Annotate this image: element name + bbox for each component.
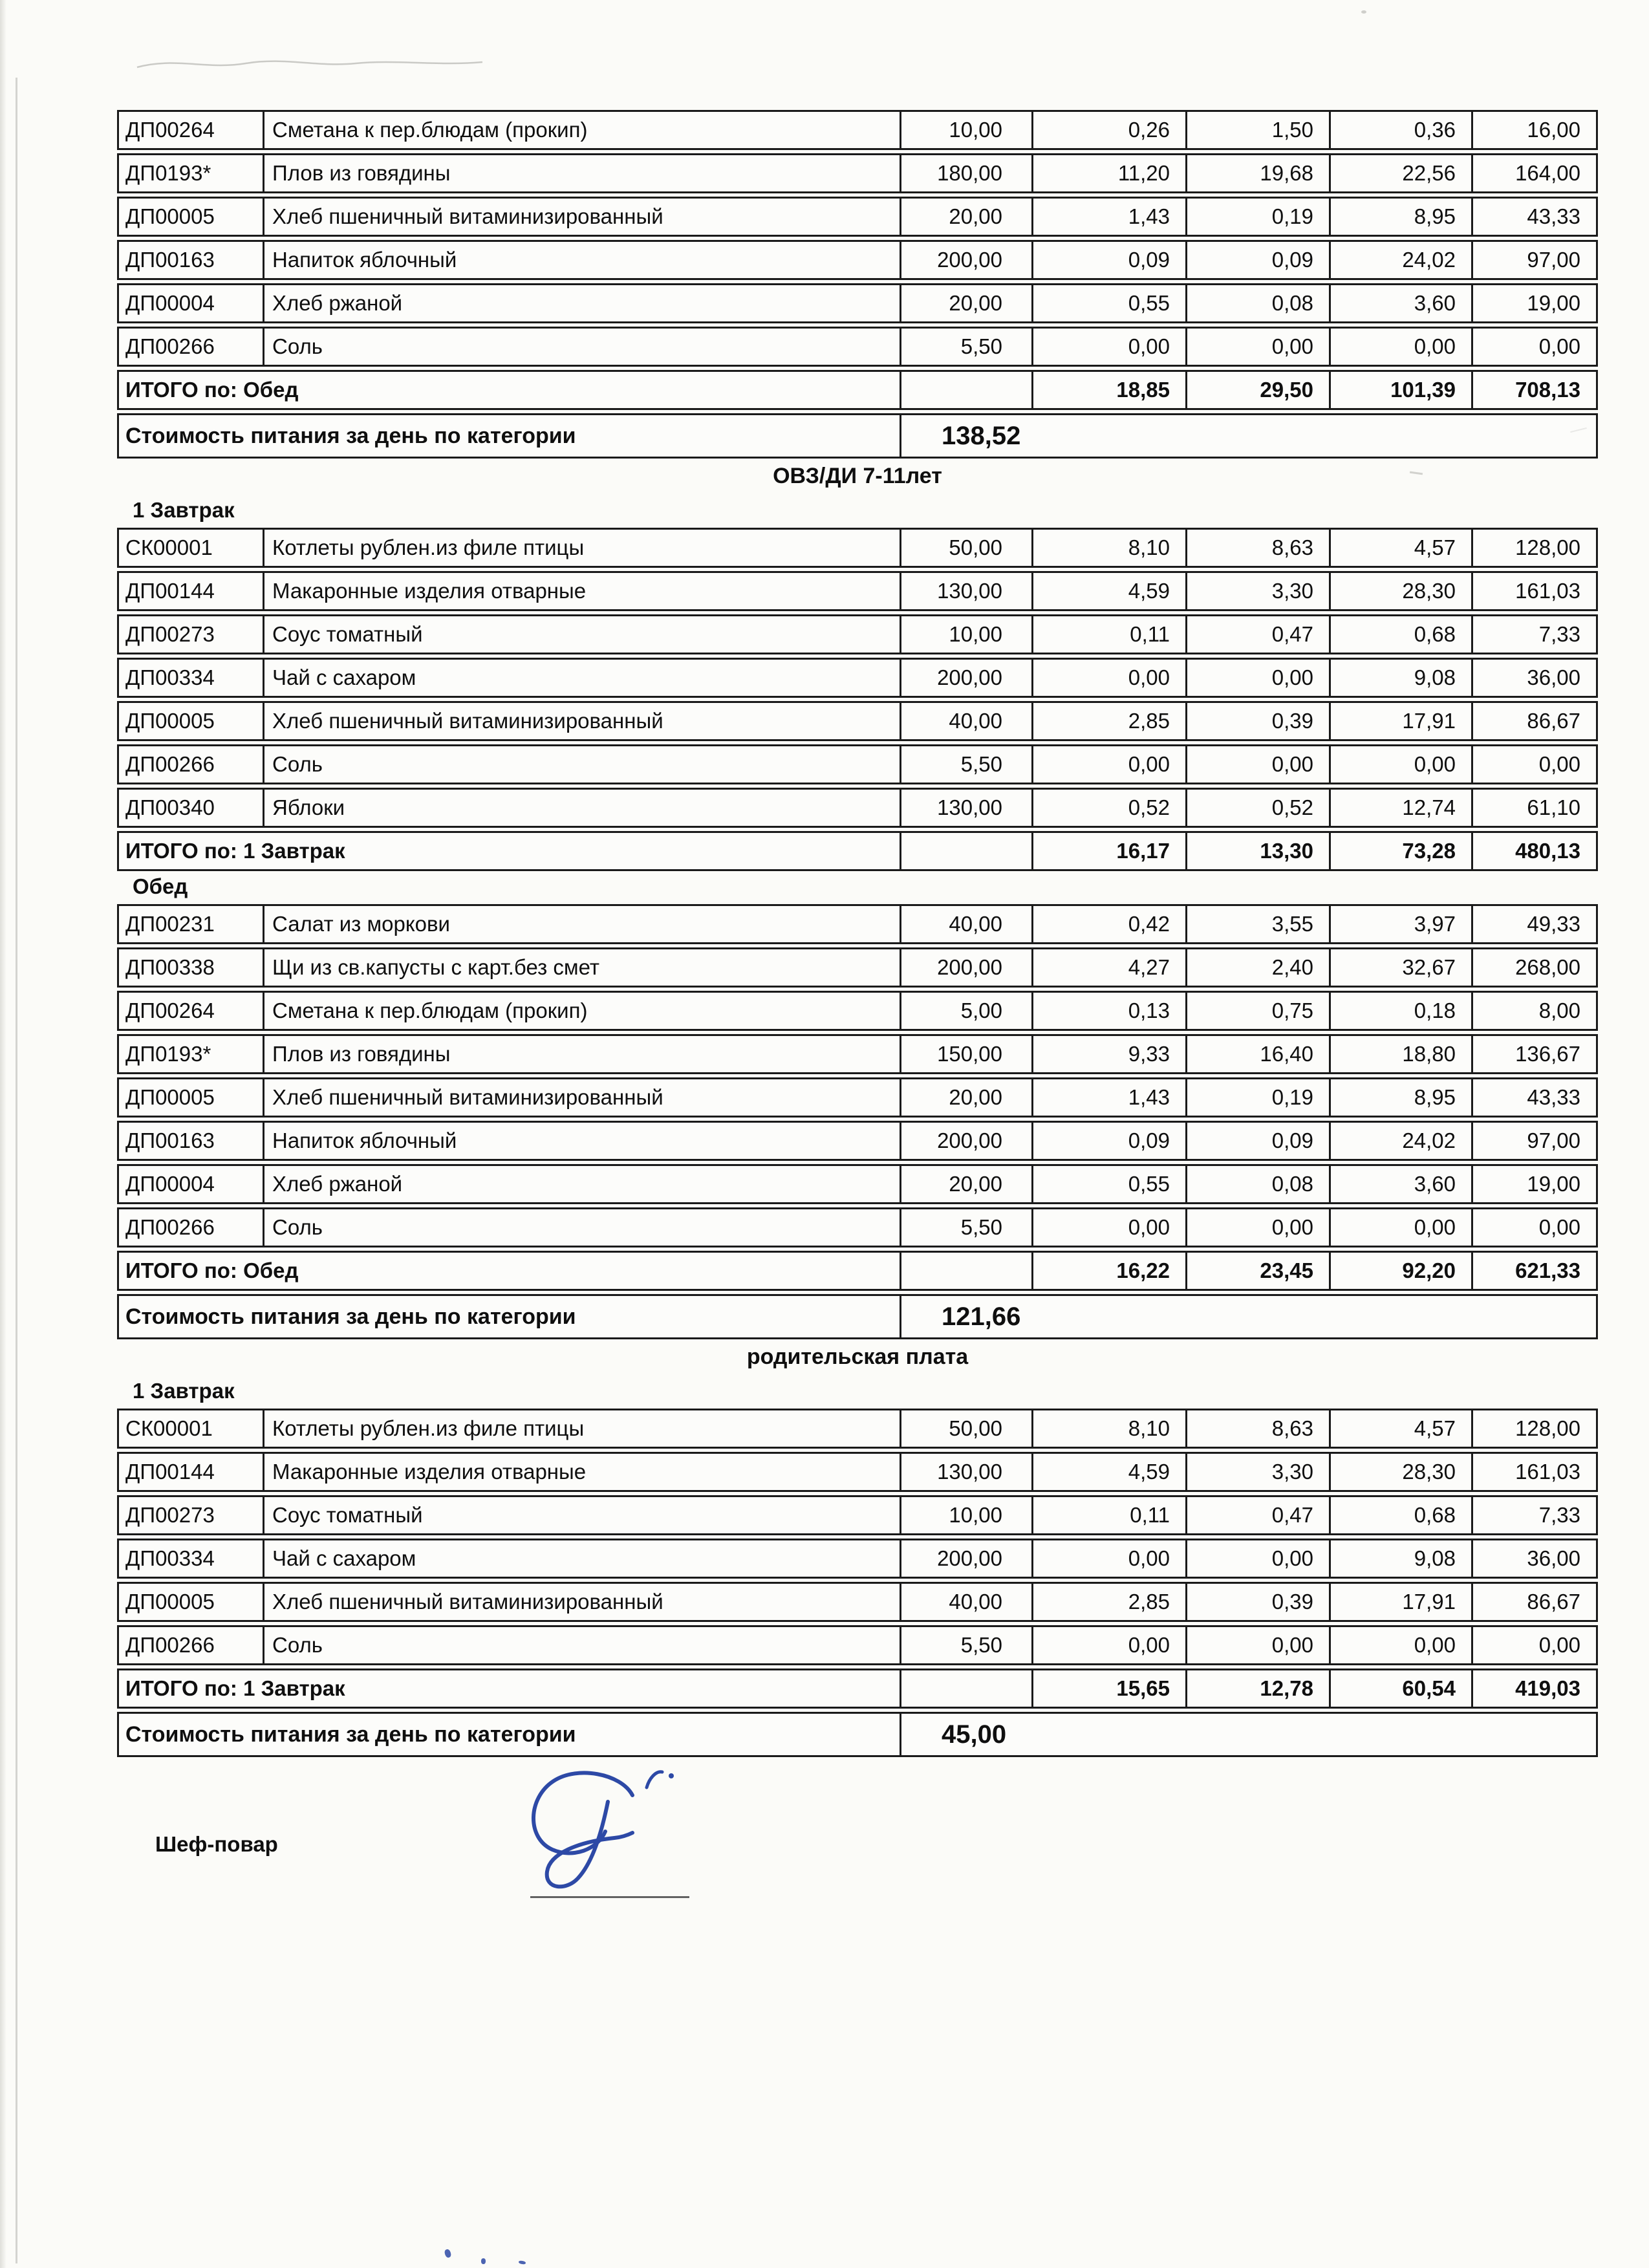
meal-title: 1 Завтрак <box>133 498 235 522</box>
item-qty-cell: 10,00 <box>901 1495 1033 1535</box>
item-value-cell: 4,27 <box>1033 947 1187 988</box>
item-value-cell: 0,19 <box>1187 197 1331 237</box>
item-name-cell: Хлеб пшеничный витаминизированный <box>264 1077 901 1118</box>
item-name-cell: Чай с сахаром <box>264 1539 901 1579</box>
item-value-cell: 0,00 <box>1331 1625 1473 1665</box>
item-code-cell: СК00001 <box>117 1409 264 1449</box>
item-value-cell: 19,00 <box>1473 283 1598 323</box>
item-name-cell: Чай с сахаром <box>264 658 901 698</box>
day-cost-value: 138,52 <box>942 421 1021 450</box>
table-row <box>117 327 1598 367</box>
item-value-cell: 12,74 <box>1331 788 1473 828</box>
item-value-cell: 3,97 <box>1331 904 1473 944</box>
item-value-cell: 8,63 <box>1187 528 1331 568</box>
table-row <box>117 1121 1598 1161</box>
item-code-cell: ДП00266 <box>117 1625 264 1665</box>
item-qty-cell: 5,50 <box>901 1207 1033 1247</box>
day-cost-label-cell: Стоимость питания за день по категории <box>117 1712 901 1757</box>
item-value-cell: 2,85 <box>1033 1582 1187 1622</box>
item-value-cell: 0,26 <box>1033 110 1187 150</box>
item-code-cell: ДП00266 <box>117 1207 264 1247</box>
item-value-cell: 0,00 <box>1331 1207 1473 1247</box>
meal-title: 1 Завтрак <box>133 1379 235 1403</box>
item-code-cell: ДП00338 <box>117 947 264 988</box>
item-value-cell: 22,56 <box>1331 153 1473 193</box>
item-name-cell: Напиток яблочный <box>264 240 901 280</box>
total-value-cell: 16,22 <box>1033 1251 1187 1291</box>
total-row <box>117 1669 1598 1709</box>
item-value-cell: 86,67 <box>1473 1582 1598 1622</box>
total-qty-cell <box>901 1669 1033 1709</box>
item-code-cell: ДП00266 <box>117 327 264 367</box>
item-value-cell: 9,08 <box>1331 658 1473 698</box>
item-qty-cell: 50,00 <box>901 1409 1033 1449</box>
item-name-cell: Соус томатный <box>264 614 901 654</box>
item-value-cell: 0,00 <box>1033 1539 1187 1579</box>
item-value-cell: 43,33 <box>1473 1077 1598 1118</box>
item-value-cell: 0,47 <box>1187 614 1331 654</box>
item-qty-cell: 5,50 <box>901 1625 1033 1665</box>
total-qty-cell <box>901 370 1033 410</box>
item-name-cell: Хлеб пшеничный витаминизированный <box>264 1582 901 1622</box>
scan-speck <box>1361 10 1366 14</box>
item-value-cell: 0,00 <box>1473 1625 1598 1665</box>
item-code-cell: ДП00004 <box>117 1164 264 1204</box>
item-value-cell: 3,60 <box>1331 1164 1473 1204</box>
category-title: ОВЗ/ДИ 7-11лет <box>773 464 942 488</box>
item-value-cell: 8,63 <box>1187 1409 1331 1449</box>
item-qty-cell: 20,00 <box>901 1164 1033 1204</box>
item-name-cell: Хлеб ржаной <box>264 283 901 323</box>
item-code-cell: ДП0193* <box>117 1034 264 1074</box>
item-value-cell: 0,13 <box>1033 991 1187 1031</box>
item-qty-cell: 5,50 <box>901 327 1033 367</box>
total-row <box>117 370 1598 410</box>
item-value-cell: 1,50 <box>1187 110 1331 150</box>
item-value-cell: 19,00 <box>1473 1164 1598 1204</box>
item-code-cell: ДП00005 <box>117 197 264 237</box>
item-value-cell: 9,33 <box>1033 1034 1187 1074</box>
item-value-cell: 97,00 <box>1473 1121 1598 1161</box>
item-qty-cell: 130,00 <box>901 1452 1033 1492</box>
table-row <box>117 904 1598 944</box>
item-value-cell: 0,19 <box>1187 1077 1331 1118</box>
total-value-cell: 92,20 <box>1331 1251 1473 1291</box>
item-name-cell: Соус томатный <box>264 1495 901 1535</box>
day-cost-value-cell <box>901 413 1598 459</box>
total-qty-cell <box>901 1251 1033 1291</box>
ink-speck <box>481 2258 486 2264</box>
item-value-cell: 9,08 <box>1331 1539 1473 1579</box>
item-qty-cell: 10,00 <box>901 614 1033 654</box>
item-value-cell: 0,42 <box>1033 904 1187 944</box>
item-value-cell: 16,40 <box>1187 1034 1331 1074</box>
item-value-cell: 8,10 <box>1033 528 1187 568</box>
item-value-cell: 19,68 <box>1187 153 1331 193</box>
total-value-cell: 18,85 <box>1033 370 1187 410</box>
item-code-cell: ДП00273 <box>117 1495 264 1535</box>
item-value-cell: 4,59 <box>1033 571 1187 611</box>
table-row <box>117 240 1598 280</box>
item-qty-cell: 40,00 <box>901 701 1033 741</box>
total-value-cell: 16,17 <box>1033 831 1187 871</box>
table-row <box>117 1452 1598 1492</box>
item-code-cell: ДП00163 <box>117 240 264 280</box>
item-value-cell: 0,47 <box>1187 1495 1331 1535</box>
item-value-cell: 0,00 <box>1187 327 1331 367</box>
item-name-cell: Макаронные изделия отварные <box>264 1452 901 1492</box>
item-value-cell: 32,67 <box>1331 947 1473 988</box>
item-code-cell: ДП00266 <box>117 744 264 784</box>
total-value-cell: 101,39 <box>1331 370 1473 410</box>
item-qty-cell: 40,00 <box>901 904 1033 944</box>
signature-line <box>530 1896 689 1898</box>
item-value-cell: 0,09 <box>1187 1121 1331 1161</box>
total-row <box>117 831 1598 871</box>
item-code-cell: ДП00334 <box>117 1539 264 1579</box>
item-value-cell: 2,40 <box>1187 947 1331 988</box>
item-code-cell: ДП00264 <box>117 110 264 150</box>
ink-speck <box>519 2260 526 2265</box>
item-value-cell: 0,00 <box>1187 1207 1331 1247</box>
day-cost-value: 121,66 <box>942 1302 1021 1331</box>
total-value-cell: 621,33 <box>1473 1251 1598 1291</box>
item-code-cell: ДП00334 <box>117 658 264 698</box>
item-value-cell: 17,91 <box>1331 1582 1473 1622</box>
item-value-cell: 3,30 <box>1187 571 1331 611</box>
table-row <box>117 153 1598 193</box>
item-qty-cell: 5,00 <box>901 991 1033 1031</box>
item-value-cell: 0,00 <box>1187 1625 1331 1665</box>
total-value-cell: 23,45 <box>1187 1251 1331 1291</box>
item-value-cell: 0,68 <box>1331 1495 1473 1535</box>
table-row <box>117 788 1598 828</box>
total-value-cell: 60,54 <box>1331 1669 1473 1709</box>
total-label-cell: ИТОГО по: Обед <box>117 1251 901 1291</box>
table-row <box>117 947 1598 988</box>
total-value-cell: 12,78 <box>1187 1669 1331 1709</box>
item-qty-cell: 20,00 <box>901 283 1033 323</box>
scan-edge-shadow <box>0 0 6 2268</box>
total-label-cell: ИТОГО по: 1 Завтрак <box>117 831 901 871</box>
item-value-cell: 8,10 <box>1033 1409 1187 1449</box>
category-title: родительская плата <box>746 1345 969 1369</box>
item-value-cell: 161,03 <box>1473 1452 1598 1492</box>
item-qty-cell: 50,00 <box>901 528 1033 568</box>
item-name-cell: Хлеб пшеничный витаминизированный <box>264 197 901 237</box>
item-value-cell: 4,57 <box>1331 528 1473 568</box>
total-label-cell: ИТОГО по: 1 Завтрак <box>117 1669 901 1709</box>
item-value-cell: 0,00 <box>1331 327 1473 367</box>
day-cost-row <box>117 413 1598 459</box>
scan-artifact-squiggle <box>136 56 485 75</box>
item-value-cell: 0,00 <box>1331 744 1473 784</box>
item-value-cell: 4,59 <box>1033 1452 1187 1492</box>
item-code-cell: ДП00340 <box>117 788 264 828</box>
item-qty-cell: 40,00 <box>901 1582 1033 1622</box>
item-value-cell: 8,95 <box>1331 1077 1473 1118</box>
table-row <box>117 614 1598 654</box>
item-value-cell: 36,00 <box>1473 658 1598 698</box>
total-value-cell: 480,13 <box>1473 831 1598 871</box>
total-value-cell: 73,28 <box>1331 831 1473 871</box>
total-row <box>117 1251 1598 1291</box>
total-value-cell: 29,50 <box>1187 370 1331 410</box>
item-value-cell: 0,11 <box>1033 614 1187 654</box>
scan-fold-line <box>16 78 17 2263</box>
item-value-cell: 61,10 <box>1473 788 1598 828</box>
item-value-cell: 0,52 <box>1187 788 1331 828</box>
item-qty-cell: 200,00 <box>901 240 1033 280</box>
item-qty-cell: 20,00 <box>901 197 1033 237</box>
item-value-cell: 3,30 <box>1187 1452 1331 1492</box>
item-value-cell: 161,03 <box>1473 571 1598 611</box>
table-row <box>117 1539 1598 1579</box>
item-value-cell: 0,00 <box>1033 1625 1187 1665</box>
item-qty-cell: 180,00 <box>901 153 1033 193</box>
table-row <box>117 1409 1598 1449</box>
item-value-cell: 24,02 <box>1331 240 1473 280</box>
item-name-cell: Котлеты рублен.из филе птицы <box>264 1409 901 1449</box>
item-value-cell: 28,30 <box>1331 1452 1473 1492</box>
item-name-cell: Соль <box>264 1625 901 1665</box>
table-row <box>117 571 1598 611</box>
item-value-cell: 136,67 <box>1473 1034 1598 1074</box>
item-name-cell: Плов из говядины <box>264 153 901 193</box>
table-row <box>117 991 1598 1031</box>
item-value-cell: 16,00 <box>1473 110 1598 150</box>
item-qty-cell: 10,00 <box>901 110 1033 150</box>
item-value-cell: 49,33 <box>1473 904 1598 944</box>
item-code-cell: ДП00005 <box>117 1077 264 1118</box>
item-code-cell: ДП00163 <box>117 1121 264 1161</box>
item-name-cell: Напиток яблочный <box>264 1121 901 1161</box>
item-code-cell: СК00001 <box>117 528 264 568</box>
day-cost-label-cell: Стоимость питания за день по категории <box>117 1294 901 1339</box>
item-name-cell: Соль <box>264 1207 901 1247</box>
table-row <box>117 1582 1598 1622</box>
item-value-cell: 0,00 <box>1473 744 1598 784</box>
item-code-cell: ДП00144 <box>117 571 264 611</box>
item-value-cell: 3,55 <box>1187 904 1331 944</box>
item-qty-cell: 200,00 <box>901 1121 1033 1161</box>
day-cost-value-cell <box>901 1294 1598 1339</box>
item-value-cell: 1,43 <box>1033 197 1187 237</box>
item-name-cell: Салат из моркови <box>264 904 901 944</box>
table-row <box>117 1034 1598 1074</box>
item-code-cell: ДП0193* <box>117 153 264 193</box>
item-qty-cell: 20,00 <box>901 1077 1033 1118</box>
item-value-cell: 0,00 <box>1473 1207 1598 1247</box>
item-value-cell: 0,00 <box>1033 658 1187 698</box>
item-value-cell: 0,00 <box>1473 327 1598 367</box>
item-value-cell: 0,52 <box>1033 788 1187 828</box>
item-value-cell: 0,11 <box>1033 1495 1187 1535</box>
day-cost-row <box>117 1294 1598 1339</box>
item-qty-cell: 130,00 <box>901 571 1033 611</box>
item-value-cell: 1,43 <box>1033 1077 1187 1118</box>
item-value-cell: 0,55 <box>1033 283 1187 323</box>
menu-cost-tables <box>117 110 1598 1762</box>
item-value-cell: 0,00 <box>1187 744 1331 784</box>
item-value-cell: 0,36 <box>1331 110 1473 150</box>
item-value-cell: 0,09 <box>1033 240 1187 280</box>
chef-signature <box>512 1764 693 1903</box>
item-value-cell: 2,85 <box>1033 701 1187 741</box>
item-name-cell: Сметана к пер.блюдам (прокип) <box>264 110 901 150</box>
item-value-cell: 24,02 <box>1331 1121 1473 1161</box>
table-row <box>117 283 1598 323</box>
day-cost-value: 45,00 <box>942 1720 1007 1749</box>
item-name-cell: Хлеб ржаной <box>264 1164 901 1204</box>
item-value-cell: 0,09 <box>1187 240 1331 280</box>
item-value-cell: 0,75 <box>1187 991 1331 1031</box>
item-name-cell: Соль <box>264 744 901 784</box>
meal-title: Обед <box>133 874 188 898</box>
item-value-cell: 0,08 <box>1187 283 1331 323</box>
item-name-cell: Котлеты рублен.из филе птицы <box>264 528 901 568</box>
item-qty-cell: 5,50 <box>901 744 1033 784</box>
item-name-cell: Щи из св.капусты с карт.без смет <box>264 947 901 988</box>
table-row <box>117 1077 1598 1118</box>
item-name-cell: Макаронные изделия отварные <box>264 571 901 611</box>
item-name-cell: Плов из говядины <box>264 1034 901 1074</box>
total-qty-cell <box>901 831 1033 871</box>
ink-speck <box>444 2249 452 2258</box>
item-code-cell: ДП00005 <box>117 1582 264 1622</box>
total-value-cell: 15,65 <box>1033 1669 1187 1709</box>
item-value-cell: 36,00 <box>1473 1539 1598 1579</box>
item-code-cell: ДП00273 <box>117 614 264 654</box>
table-row <box>117 1207 1598 1247</box>
item-value-cell: 0,00 <box>1187 658 1331 698</box>
item-value-cell: 28,30 <box>1331 571 1473 611</box>
item-name-cell: Сметана к пер.блюдам (прокип) <box>264 991 901 1031</box>
item-code-cell: ДП00144 <box>117 1452 264 1492</box>
chef-label: Шеф-повар <box>155 1832 278 1856</box>
item-qty-cell: 200,00 <box>901 1539 1033 1579</box>
item-value-cell: 0,00 <box>1033 744 1187 784</box>
item-qty-cell: 150,00 <box>901 1034 1033 1074</box>
item-code-cell: ДП00004 <box>117 283 264 323</box>
table-row <box>117 744 1598 784</box>
item-value-cell: 8,00 <box>1473 991 1598 1031</box>
total-value-cell: 13,30 <box>1187 831 1331 871</box>
item-value-cell: 128,00 <box>1473 1409 1598 1449</box>
item-qty-cell: 200,00 <box>901 947 1033 988</box>
item-value-cell: 7,33 <box>1473 614 1598 654</box>
item-qty-cell: 130,00 <box>901 788 1033 828</box>
item-qty-cell: 200,00 <box>901 658 1033 698</box>
item-code-cell: ДП00264 <box>117 991 264 1031</box>
item-value-cell: 0,68 <box>1331 614 1473 654</box>
item-value-cell: 0,55 <box>1033 1164 1187 1204</box>
table-row <box>117 197 1598 237</box>
item-value-cell: 11,20 <box>1033 153 1187 193</box>
day-cost-label-cell: Стоимость питания за день по категории <box>117 413 901 459</box>
table-row <box>117 701 1598 741</box>
item-value-cell: 0,08 <box>1187 1164 1331 1204</box>
item-value-cell: 0,39 <box>1187 1582 1331 1622</box>
item-value-cell: 8,95 <box>1331 197 1473 237</box>
item-value-cell: 3,60 <box>1331 283 1473 323</box>
item-code-cell: ДП00005 <box>117 701 264 741</box>
day-cost-value-cell <box>901 1712 1598 1757</box>
item-value-cell: 128,00 <box>1473 528 1598 568</box>
item-value-cell: 0,18 <box>1331 991 1473 1031</box>
item-value-cell: 97,00 <box>1473 240 1598 280</box>
total-label-cell: ИТОГО по: Обед <box>117 370 901 410</box>
item-code-cell: ДП00231 <box>117 904 264 944</box>
table-row <box>117 658 1598 698</box>
item-value-cell: 268,00 <box>1473 947 1598 988</box>
item-name-cell: Хлеб пшеничный витаминизированный <box>264 701 901 741</box>
table-row <box>117 110 1598 150</box>
total-value-cell: 708,13 <box>1473 370 1598 410</box>
item-value-cell: 18,80 <box>1331 1034 1473 1074</box>
item-value-cell: 43,33 <box>1473 197 1598 237</box>
day-cost-row <box>117 1712 1598 1757</box>
total-value-cell: 419,03 <box>1473 1669 1598 1709</box>
item-value-cell: 0,09 <box>1033 1121 1187 1161</box>
table-row <box>117 1164 1598 1204</box>
item-value-cell: 17,91 <box>1331 701 1473 741</box>
item-value-cell: 4,57 <box>1331 1409 1473 1449</box>
item-value-cell: 164,00 <box>1473 153 1598 193</box>
item-value-cell: 0,00 <box>1033 327 1187 367</box>
table-row <box>117 1625 1598 1665</box>
item-value-cell: 0,39 <box>1187 701 1331 741</box>
item-value-cell: 7,33 <box>1473 1495 1598 1535</box>
item-name-cell: Соль <box>264 327 901 367</box>
item-name-cell: Яблоки <box>264 788 901 828</box>
item-value-cell: 0,00 <box>1187 1539 1331 1579</box>
item-value-cell: 86,67 <box>1473 701 1598 741</box>
table-row <box>117 528 1598 568</box>
table-row <box>117 1495 1598 1535</box>
item-value-cell: 0,00 <box>1033 1207 1187 1247</box>
